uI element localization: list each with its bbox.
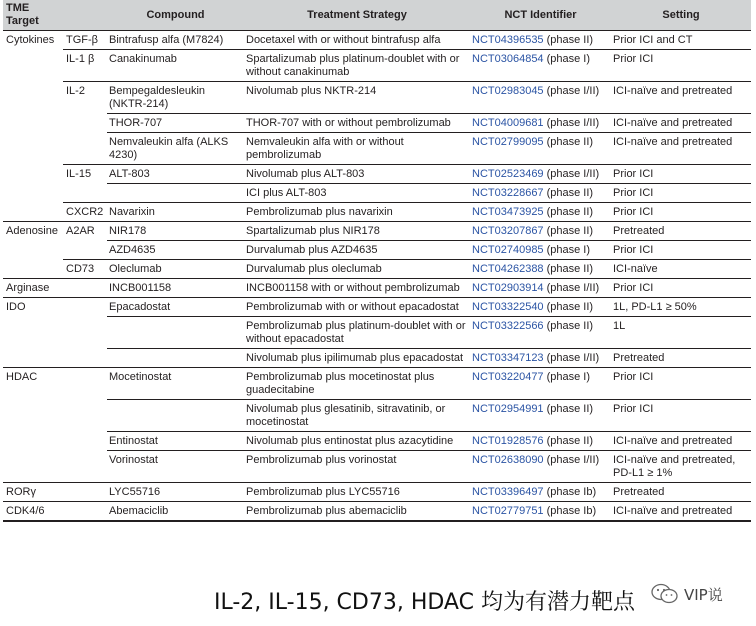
cell-compound: NIR178 [107, 222, 244, 241]
cell-treatment-strategy: Durvalumab plus AZD4635 [244, 241, 470, 260]
cell-tme-target [3, 133, 63, 165]
nct-link[interactable]: NCT04396535 [472, 34, 544, 46]
cell-tme-target [3, 50, 63, 82]
header-spacer [63, 0, 107, 31]
cell-compound: Entinostat [107, 432, 244, 451]
cell-nct-identifier [470, 432, 611, 451]
cell-sub-target [63, 114, 107, 133]
cell-compound: Bempegaldesleukin (NKTR-214) [107, 82, 244, 114]
caption-bar [0, 581, 756, 617]
cell-compound: Bintrafusp alfa (M7824) [109, 34, 224, 46]
header-nct-identifier: NCT Identifier [470, 0, 611, 31]
cell-treatment-strategy: Pembrolizumab with or without epacadostat [244, 298, 470, 317]
cell-treatment-strategy: Nivolumab plus NKTR-214 [244, 82, 470, 114]
table-row [3, 82, 751, 114]
cell-nct-identifier [470, 279, 611, 298]
trial-phase: (phase Ib) [543, 486, 597, 498]
cell-nct-identifier [470, 203, 611, 222]
cell-setting: Pretreated [611, 222, 751, 241]
trial-phase: (phase I/II) [543, 168, 600, 180]
table-row [3, 298, 751, 317]
table-row [3, 133, 751, 165]
header-row [3, 0, 751, 31]
cell-compound: Oleclumab [107, 260, 244, 279]
cell-nct-identifier [470, 298, 611, 317]
cell-treatment-strategy: Durvalumab plus oleclumab [244, 260, 470, 279]
cell-compound: Nemvaleukin alfa (ALKS 4230) [107, 133, 244, 165]
cell-setting: Prior ICI [611, 279, 751, 298]
cell-compound: ALT-803 [107, 165, 244, 184]
cell-nct-identifier [470, 82, 611, 114]
table-row [3, 368, 751, 400]
nct-link[interactable]: NCT04009681 [472, 117, 544, 129]
cell-nct-identifier [470, 451, 611, 483]
trial-phase: (phase II) [543, 187, 594, 199]
cell-treatment-strategy: Pembrolizumab plus LYC55716 [244, 483, 470, 502]
cell-sub-target [63, 298, 107, 317]
cell-treatment-strategy: Spartalizumab plus platinum-doublet with or without canakinumab [244, 50, 470, 82]
table-body [3, 31, 751, 522]
cell-tme-target [3, 241, 63, 260]
cell-nct-identifier [470, 184, 611, 203]
cell-treatment-strategy: Nivolumab plus glesatinib, sitravatinib, or mocetinostat [244, 400, 470, 432]
trial-phase: (phase II) [543, 225, 594, 237]
cell-tme-target: IDO [3, 298, 63, 317]
cell-sub-target: CD73 [63, 260, 107, 279]
nct-link[interactable]: NCT03207867 [472, 225, 544, 237]
cell-tme-target [3, 114, 63, 133]
cell-setting: ICI-naïve and pretreated [611, 432, 751, 451]
cell-tme-target [3, 82, 63, 114]
cell-setting: 1L, PD-L1 ≥ 50% [611, 298, 751, 317]
cell-compound [107, 400, 244, 432]
cell-nct-identifier [470, 349, 611, 368]
cell-sub-target: IL-1 β [63, 50, 107, 82]
cell-setting: Prior ICI [611, 50, 751, 82]
nct-link[interactable]: NCT03473925 [472, 206, 544, 218]
cell-tme-target: HDAC [3, 368, 63, 400]
nct-link[interactable]: NCT02779751 [472, 505, 544, 517]
table-row [3, 279, 751, 298]
cell-tme-target: Arginase [3, 279, 63, 298]
header-treatment-strategy: Treatment Strategy [244, 0, 470, 31]
caption-text: IL-2, IL-15, CD73, HDAC 均为有潜力靶点 [214, 590, 635, 615]
cell-tme-target: RORγ [3, 483, 63, 502]
nct-link[interactable]: NCT03322540 [472, 301, 544, 313]
trial-phase: (phase I) [543, 53, 591, 65]
cell-setting: ICI-naïve [611, 260, 751, 279]
trial-phase: (phase I) [543, 244, 591, 256]
table-row [3, 451, 751, 483]
table-row [3, 184, 751, 203]
cell-tme-target [3, 203, 63, 222]
nct-link[interactable]: NCT02740985 [472, 244, 544, 256]
nct-link[interactable]: NCT02954991 [472, 403, 544, 415]
header-compound: Compound [107, 0, 244, 31]
cell-nct-identifier [470, 317, 611, 349]
cell-tme-target [3, 400, 63, 432]
cell-setting: Prior ICI [611, 203, 751, 222]
table-row [3, 349, 751, 368]
trial-phase: (phase I/II) [543, 454, 600, 466]
table-row [3, 432, 751, 451]
nct-link[interactable]: NCT03396497 [472, 486, 544, 498]
cell-treatment-strategy: Pembrolizumab plus mocetinostat plus guadecitabine [244, 368, 470, 400]
cell-setting: ICI-naïve and pretreated, PD-L1 ≥ 1% [611, 451, 751, 483]
cell-sub-target [63, 133, 107, 165]
trial-phase: (phase II) [543, 403, 594, 415]
trial-phase: (phase II) [543, 301, 594, 313]
cell-tme-target [3, 451, 63, 483]
watermark-text: VIP说 [684, 585, 723, 604]
cell-compound: Canakinumab [107, 50, 244, 82]
trial-phase: (phase II) [543, 206, 594, 218]
cell-tme-target [3, 317, 63, 349]
cell-treatment-strategy: THOR-707 with or without pembrolizumab [244, 114, 470, 133]
cell-compound: LYC55716 [107, 483, 244, 502]
cell-compound: Vorinostat [107, 451, 244, 483]
table-row [3, 222, 751, 241]
nct-link[interactable]: NCT02903914 [472, 282, 544, 294]
cell-compound: Mocetinostat [107, 368, 244, 400]
cell-nct-identifier [470, 133, 611, 165]
table-row [3, 241, 751, 260]
table-row [3, 31, 751, 50]
cell-sub-target: CXCR2 [63, 203, 107, 222]
trial-phase: (phase I/II) [543, 85, 600, 97]
cell-nct-identifier [470, 31, 611, 50]
trial-phase: (phase I/II) [543, 282, 600, 294]
cell-setting: ICI-naïve and pretreated [611, 114, 751, 133]
trial-phase: (phase II) [543, 263, 594, 275]
cell-nct-identifier [470, 502, 611, 522]
cell-treatment-strategy: Pembrolizumab plus abemaciclib [244, 502, 470, 522]
trial-phase: (phase I/II) [543, 117, 600, 129]
cell-setting: ICI-naïve and pretreated [611, 82, 751, 114]
table-row [3, 483, 751, 502]
nct-link[interactable]: NCT03347123 [472, 352, 544, 364]
nct-link[interactable]: NCT02523469 [472, 168, 544, 180]
cell-compound: Epacadostat [107, 298, 244, 317]
cell-nct-identifier [470, 222, 611, 241]
cell-setting: Prior ICI [611, 368, 751, 400]
cell-setting: ICI-naïve and pretreated [611, 133, 751, 165]
cell-sub-target [63, 279, 107, 298]
cell-sub-target: TGF-β [66, 34, 98, 46]
cell-tme-target [3, 165, 63, 184]
cell-sub-target [63, 451, 107, 483]
cell-sub-target [63, 317, 107, 349]
cell-tme-target [3, 260, 63, 279]
cell-treatment-strategy: Pembrolizumab plus platinum-doublet with or without epacadostat [244, 317, 470, 349]
cell-setting: 1L [611, 317, 751, 349]
cell-treatment-strategy: ICI plus ALT-803 [244, 184, 470, 203]
nct-link[interactable]: NCT03064854 [472, 53, 544, 65]
wechat-icon [650, 583, 680, 605]
cell-setting: Prior ICI and CT [613, 34, 693, 46]
cell-compound [107, 317, 244, 349]
cell-setting: Prior ICI [611, 165, 751, 184]
cell-sub-target [63, 400, 107, 432]
watermark [650, 582, 750, 606]
trial-phase: (phase I) [543, 371, 591, 383]
header-setting: Setting [611, 0, 751, 31]
cell-nct-identifier [470, 368, 611, 400]
table-row [3, 317, 751, 349]
cell-setting: ICI-naïve and pretreated [611, 502, 751, 522]
cell-tme-target: Cytokines [6, 34, 55, 46]
cell-nct-identifier [470, 260, 611, 279]
trial-phase: (phase I/II) [543, 352, 600, 364]
header-tme-target: TME Target [3, 0, 63, 31]
cell-setting: Pretreated [611, 349, 751, 368]
cell-compound [107, 184, 244, 203]
cell-sub-target [63, 241, 107, 260]
trial-phase: (phase II) [543, 320, 594, 332]
cell-nct-identifier [470, 114, 611, 133]
cell-nct-identifier [470, 241, 611, 260]
table-row [3, 114, 751, 133]
cell-treatment-strategy: Nivolumab plus ALT-803 [244, 165, 470, 184]
cell-sub-target [63, 349, 107, 368]
trial-table [3, 0, 751, 522]
cell-setting: Prior ICI [611, 241, 751, 260]
table-row [3, 400, 751, 432]
table-row [3, 203, 751, 222]
cell-tme-target: CDK4/6 [3, 502, 63, 522]
table-row [3, 260, 751, 279]
cell-setting: Prior ICI [611, 184, 751, 203]
cell-treatment-strategy: Pembrolizumab plus navarixin [244, 203, 470, 222]
nct-link[interactable]: NCT02638090 [472, 454, 544, 466]
cell-compound: AZD4635 [107, 241, 244, 260]
cell-nct-identifier [470, 165, 611, 184]
cell-sub-target [63, 483, 107, 502]
nct-link[interactable]: NCT03322566 [472, 320, 544, 332]
cell-treatment-strategy: Nemvaleukin alfa with or without pembrolizumab [244, 133, 470, 165]
cell-treatment-strategy: Pembrolizumab plus vorinostat [244, 451, 470, 483]
cell-sub-target [63, 184, 107, 203]
nct-link[interactable]: NCT02983045 [472, 85, 544, 97]
nct-link[interactable]: NCT03220477 [472, 371, 544, 383]
cell-sub-target [63, 368, 107, 400]
cell-tme-target [3, 184, 63, 203]
cell-tme-target [3, 349, 63, 368]
nct-link[interactable]: NCT01928576 [472, 435, 544, 447]
cell-treatment-strategy: Spartalizumab plus NIR178 [244, 222, 470, 241]
trial-phase: (phase II) [543, 34, 594, 46]
nct-link[interactable]: NCT04262388 [472, 263, 544, 275]
cell-treatment-strategy: INCB001158 with or without pembrolizumab [244, 279, 470, 298]
trial-phase: (phase II) [543, 435, 594, 447]
cell-compound: Navarixin [107, 203, 244, 222]
cell-tme-target [3, 432, 63, 451]
nct-link[interactable]: NCT03228667 [472, 187, 544, 199]
nct-link[interactable]: NCT02799095 [472, 136, 544, 148]
cell-sub-target: IL-15 [63, 165, 107, 184]
cell-sub-target: IL-2 [63, 82, 107, 114]
cell-compound: THOR-707 [107, 114, 244, 133]
cell-sub-target [63, 502, 107, 522]
cell-setting: Prior ICI [611, 400, 751, 432]
cell-tme-target: Adenosine [3, 222, 63, 241]
trial-phase: (phase II) [543, 136, 594, 148]
cell-sub-target: A2AR [63, 222, 107, 241]
table-row [3, 50, 751, 82]
table-row [3, 502, 751, 522]
trial-phase: (phase Ib) [543, 505, 597, 517]
cell-compound: INCB001158 [107, 279, 244, 298]
cell-compound: Abemaciclib [107, 502, 244, 522]
cell-setting: Pretreated [611, 483, 751, 502]
cell-treatment-strategy: Docetaxel with or without bintrafusp alfa [246, 34, 441, 46]
table-row [3, 165, 751, 184]
cell-compound [107, 349, 244, 368]
trial-table-container [3, 0, 751, 522]
cell-treatment-strategy: Nivolumab plus entinostat plus azacytidine [244, 432, 470, 451]
cell-nct-identifier [470, 400, 611, 432]
cell-nct-identifier [470, 483, 611, 502]
cell-treatment-strategy: Nivolumab plus ipilimumab plus epacadostat [244, 349, 470, 368]
cell-nct-identifier [470, 50, 611, 82]
cell-sub-target [63, 432, 107, 451]
